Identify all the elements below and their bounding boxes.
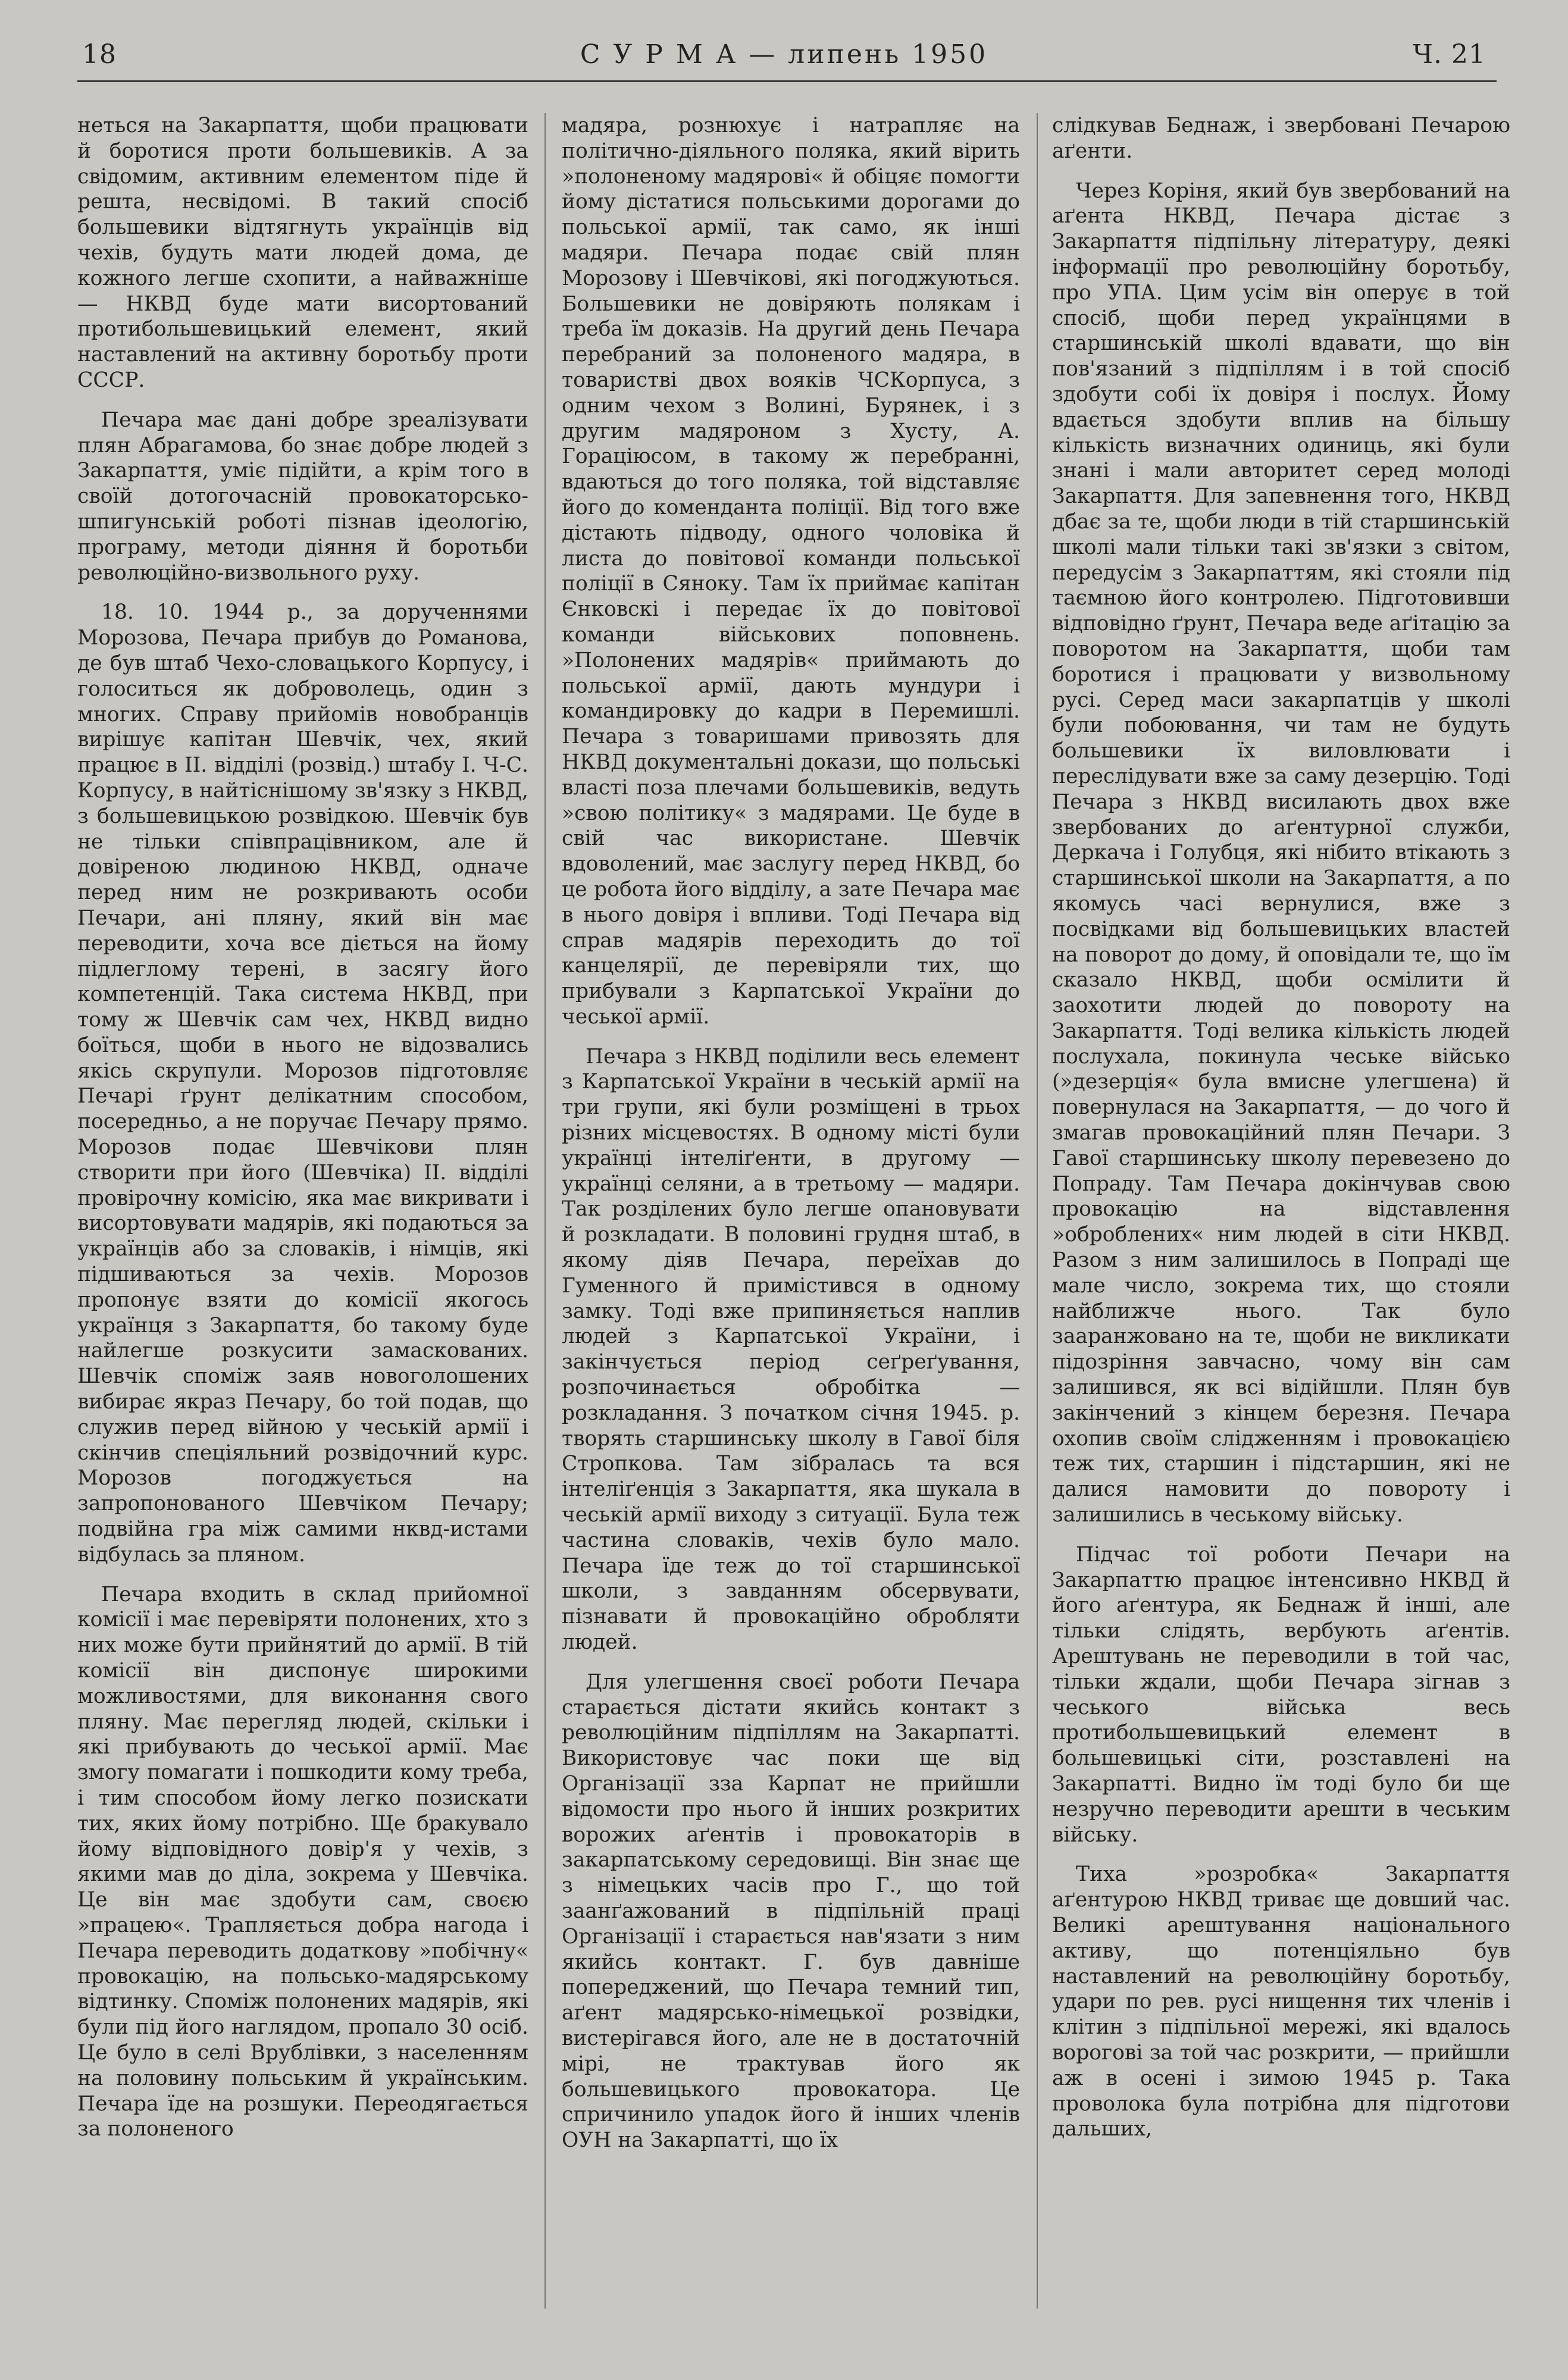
header-rule [77,80,1497,82]
paragraph: Через Коріня, який був звербований на аґента НКВД, Печара дістає з Закарпаття підпільну літературу, деякі інформації про революційну боротьбу, про УПА. Цим усім він оперує в той спосіб, щоби перед українцями в старшинській школі вдавати, що він пов'язаний з підпіллям і в той спосіб здобути собі їх довіря і послух. Йому вдається здобути вплив на більшу кількість визначних одиниць, які були знані і мали авторитет серед молоді Закарпаття. Для запевнення того, НКВД дбає за те, щоби люди в тій старшинській школі мали тільки такі зв'язки з світом, передусім з Закарпаттям, які стояли під таємною його контролею. Підготовивши відповідно ґрунт, Печара веде аґітацію за поворотом на Закарпаття, щоби там боротися і працювати у визвольному русі. Серед маси закарпатців у школі були побоювання, чи там не будуть большевики їх виловлювати і переслідувати вже за саму дезерцію. Тоді Печара з НКВД висилають двох вже звербованих до аґентурної служби, Деркача і Голубця, які нібито втікають з старшинської школи на Закарпаття, а по якомусь часі вернулися, вже з посвідками від большевицьких властей на поворот до дому, й оповідали те, що їм сказало НКВД, щоби осмілити й заохотити людей до повороту на Закарпаття. Тоді велика кількість людей послухала, покинула чеське військо (»дезерція« була вмисне улегшена) й повернулася на Закарпаття, — до чого й змагав провокаційний плян Печари. З Гавої старшинську школу перевезено до Попраду. Там Печара докінчував свою провокацію на відставлення »оброблених« ним людей в сіти НКВД. Разом з ним залишилось в Попраді ще мале число, зокрема тих, що стояли найближче нього. Так було зааранжовано на те, щоби не викликати підозріння завчасно, чому він сам залишився, як всі відійшли. Плян був закінчений з кінцем березня. Печара охопив своїм слідженням і провокацією теж тих, старшин і підстаршин, які не далися намовити до повороту і залишились в чеському війську. [1052,178,1510,1527]
paragraph: слідкував Беднаж, і звербовані Печарою аґенти. [1052,114,1510,163]
paragraph: Підчас тої роботи Печари на Закарпаттю працює інтенсивно НКВД й його аґентура, як Беднаж й інші, але тільки слідять, вербують аґентів. Арештувань не переводили в той час, тільки ждали, щоби Печара зігнав з чеського війська весь протибольшевицький елемент в большевицькі сіти, розставлені на Закарпатті. Видно їм тоді було би ще незручно переводити арешти в чеським війську. [1052,1542,1510,1847]
page-number: 18 [82,39,117,70]
publication-title: С У Р М А — липень 1950 [580,39,988,70]
issue-number: Ч. 21 [1413,39,1486,70]
paragraph: Тиха »розробка« Закарпаття аґентурою НКВД триває ще довший час. Великі арештування національного активу, що потенціяльно був наставлений на революційну боротьбу, удари по рев. русі нищення тих членів і клітин з підпільної мережі, які вдалось ворогові за той час розкрити, — прийшли аж в осені і зимою 1945 р. Така проволока була потрібна для підготови дальших, [1052,1862,1510,2141]
column-divider [544,113,546,2309]
paragraph: Печара з НКВД поділили весь елемент з Карпатської України в чеській армії на три групи, які були розміщені в трьох різних місцевостях. В одному місті були українці інтеліґенти, в другому — українці селяни, а в третьому — мадяри. Так розділених було легше опановувати й розкладати. В половині грудня штаб, в якому діяв Печара, переїхав до Гуменного й примістився в одному замку. Тоді вже припиняється наплив людей з Карпатської України, і закінчується період сеґреґування, розпочинається обробітка —розкладання. З початком січня 1945. р. творять старшинську школу в Гавої біля Стропкова. Там зібралась та вся інтеліґенція з Закарпаття, яка шукала в чеській армії виходу з ситуації. Була теж частина словаків, чехів було мало. Печара їде теж до тої старшинської школи, з завданням обсервувати, пізнавати й провокаційно обробляти людей. [562,1044,1020,1655]
column-1 [77,113,528,2315]
paragraph: неться на Закарпаття, щоби працювати й боротися проти большевиків. А за свідомим, активним елементом піде й решта, несвідомі. В такий спосіб большевики відтягнуть українців від чехів, будуть мати людей дома, де кожного легше схопити, а найважніше — НКВД буде мати висортований протибольшевицький елемент, який наставлений на активну боротьбу проти СССР. [77,114,528,392]
column-3 [1052,113,1510,2315]
paragraph: Для улегшення своєї роботи Печара старається дістати якийсь контакт з революційним підпіллям на Закарпатті. Використовує час поки ще від Організації зза Карпат не прийшли відомости про нього й інших розкритих ворожих аґентів і провокаторів в закарпатському середовищі. Він знає ще з німецьких часів про Г., що той заанґажований в підпільній праці Організації і старається нав'язати з ним якийсь контакт. Г. був давніше попереджений, що Печара темний тип, аґент мадярсько-німецької розвідки, вистерігався його, але не в достаточній мірі, не трактував його як большевицького провокатора. Це спричинило упадок його й інших членів ОУН на Закарпатті, що їх [562,1670,1020,2153]
page-header [77,29,1491,76]
column-divider [1037,113,1038,2309]
paragraph: 18. 10. 1944 р., за дорученнями Морозова, Печара прибув до Романова, де був штаб Чехо-словацького Корпусу, і голоситься як доброволець, один з многих. Справу прийомів новобранців вирішує капітан Шевчік, чех, який працює в II. відділі (розвід.) штабу І. Ч-С. Корпусу, в найтіснішому зв'язку з НКВД, з большевицькою розвідкою. Шевчік був не тільки співпрацівником, але й довіреною людиною НКВД, одначе перед ним не розкривають особи Печари, ані пляну, який він має переводити, хоча все діється на йому підлеглому терені, в засягу його компетенцій. Така система НКВД, при тому ж Шевчік сам чех, НКВД видно боїться, щоби в нього не відозвались якісь скрупули. Морозов підготовляє Печарі ґрунт делікатним способом, посередньо, а не поручає Печару прямо. Морозов подає Шевчікови плян створити при його (Шевчіка) II. відділі провірочну комісію, яка має викривати і висортовувати мадярів, які подаються за українців або за словаків, і німців, які підшиваються за чехів. Морозов пропонує взяти до комісії якогось українця з Закарпаття, бо такому буде найлегше розкусити замаскованих. Шевчік споміж заяв новоголошених вибирає якраз Печару, бо той подав, що служив перед війною у чеській армії і скінчив спеціяльний розвідочний курс. Морозов погоджується на запропонованого Шевчіком Печару; подвійна гра між самими нквд-истами відбулась за пляном. [77,600,528,1567]
paragraph: Печара входить в склад прийомної комісії і має перевіряти полонених, хто з них може бути прийнятий до армії. В тій комісії він диспонує широкими можливостями, для виконання свого пляну. Має перегляд людей, скільки і які прибувають до чеської армії. Має змогу помагати і пошкодити кому треба, і тим способом йому легко позискати тих, яких йому потрібно. Ще бракувало йому відповідного довір'я у чехів, з якими мав до діла, зокрема у Шевчіка. Це він має здобути сам, своєю »працею«. Трапляється добра нагода і Печара переводить додаткову »побічну« провокацію, на польсько-мадярському відтинку. Споміж полонених мадярів, які були під його наглядом, пропало 30 осіб. Це було в селі Врублівки, з населенням на половину польським й українським. Печара їде на розшуки. Переодягається за полоненого [77,1582,528,2141]
column-2 [562,113,1020,2315]
paragraph: мадяра, рознюхує і натрапляє на політично-діяльного поляка, який вірить »полоненому мадярові« й обіцяє помогти йому дістатися польськими дорогами до польської армії, так само, як інші мадяри. Печара подає свій плян Морозову і Шевчікові, які погоджуються. Большевики не довіряють полякам і треба їм доказів. На другий день Печара перебраний за полоненого мадяра, в товаристві двох вояків ЧСКорпуса, з одним чехом з Волині, Бурянек, і з другим мадяроном з Хусту, А. Гораціюсом, в такому ж перебранні, вдаються до того поляка, той відставляє його до коменданта поліції. Від того вже дістають підводу, одного чоловіка й листа до повітової команди польської поліції в Сяноку. Там їх приймає капітан Єнковскі і передає їх до повітової команди військових поповнень. »Полонених мадярів« приймають до польської армії, дають мундури і командировку до кадри в Перемишлі. Печара з товаришами привозять для НКВД документальні докази, що польські власті поза плечами большевиків, ведуть »свою політику« з мадярами. Це буде в свій час використане. Шевчік вдоволений, має заслугу перед НКВД, бо це робота його відділу, а зате Печара має в нього довіря і впливи. Тоді Печара від справ мадярів переходить до тої канцелярії, де перевіряли тих, що прибували з Карпатської України до чеської армії. [562,114,1020,1029]
paragraph: Печара має дані добре зреалізувати плян Абрагамова, бо знає добре людей з Закарпаття, уміє підійти, а крім того в своїй дотогочасній провокаторсько-шпигунській роботі пізнав ідеологію, програму, методи діяння й боротьби революційно-визвольного руху. [77,408,528,585]
